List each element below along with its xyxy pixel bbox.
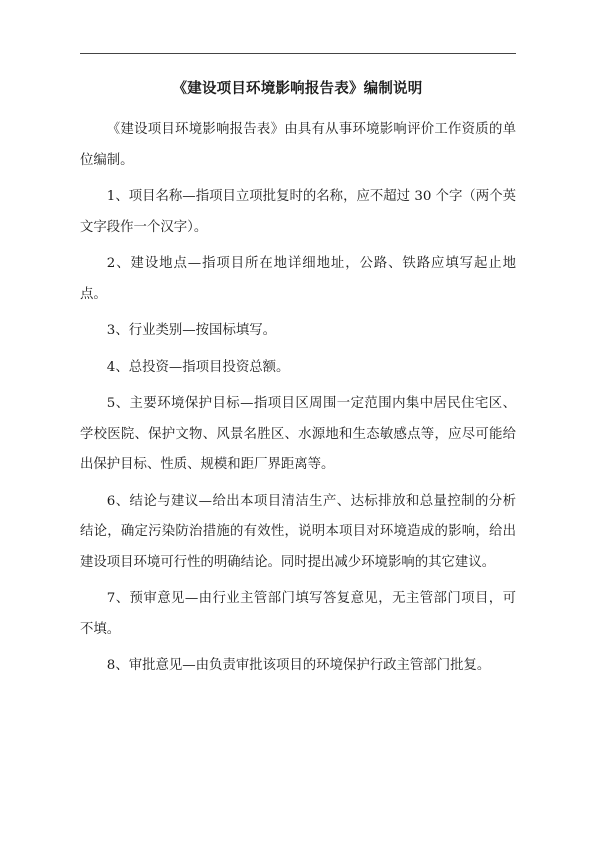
paragraph-item-3-industry: 3、行业类别—按国标填写。 [106, 323, 277, 338]
paragraph-item-5-protection-targets: 5、主要环境保护目标—指项目区周围一定范围内集中居民住宅区、学校医院、保护文物、风景名胜区、水源地和生态敏感点等，应尽可能给出保护目标、性质、规模和距厂界距离等。 [80, 396, 516, 472]
paragraph-item-8-approval: 8、审批意见—由负责审批该项目的环境保护行政主管部门批复。 [106, 658, 491, 673]
paragraph-item-6-conclusion: 6、结论与建议—给出本项目清洁生产、达标排放和总量控制的分析结论，确定污染防治措施的有效性，说明本项目对环境造成的影响，给出建设项目环境可行性的明确结论。同时提出减少环境影响的其它建议。 [80, 493, 516, 570]
document-body [80, 115, 516, 682]
document-title: 《建设项目环境影响报告表》编制说明 [172, 81, 423, 97]
paragraph-intro: 《建设项目环境影响报告表》由具有从事环境影响评价工作资质的单位编制。 [80, 122, 516, 168]
paragraph-item-4-investment: 4、总投资—指项目投资总额。 [106, 359, 290, 375]
paragraph-item-2-location: 2、建设地点—指项目所在地详细地址，公路、铁路应填写起止地点。 [80, 256, 516, 302]
paragraph-item-7-pre-review: 7、预审意见—由行业主管部门填写答复意见，无主管部门项目，可不填。 [80, 591, 516, 637]
paragraph-item-1-project-name: 1、项目名称—指项目立项批复时的名称，应不超过 30 个字（两个英文字段作一个汉字）。 [80, 189, 516, 235]
header-rule [80, 53, 516, 54]
